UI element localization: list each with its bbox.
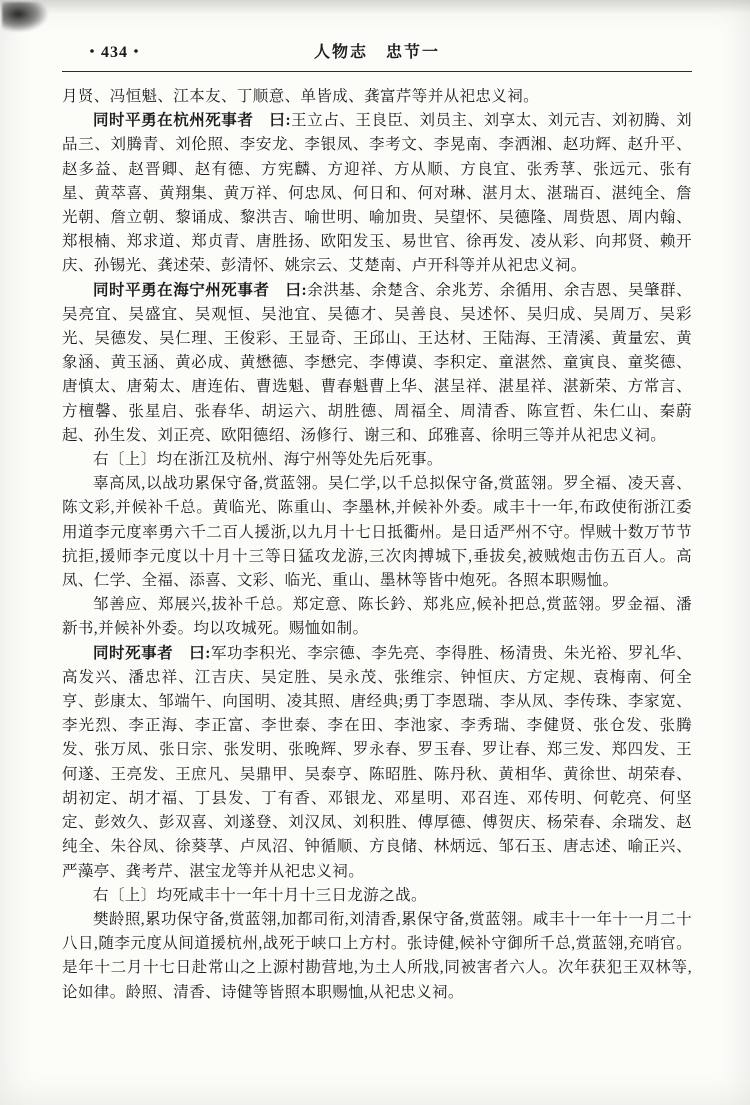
scan-edge-shading — [0, 0, 750, 14]
paragraph-lead: 同时平勇在杭州死事者 曰: — [93, 112, 292, 130]
page-header — [62, 42, 692, 64]
paragraph-text: 余洪基、余楚含、余兆芳、余循用、余吉恩、吴肇群、吴亮宜、吴盛宜、吴观恒、吴池宜、吴德才、吴善良、吴述怀、吴归成、吴周万、吴彩光、吴德发、吴仁理、王俊彩、王显奇、王邱山、王达材、王陆海、王清溪、黄量宏、黄象涵、黄玉涵、黄必成、黄懋德、李懋完、李傅谟、李积定、童湛然、童寅良、童奖德、唐慎太、唐菊太、唐连佑、曹选魁、曹春魁曹上华、湛呈祥、湛星祥、湛新荣、方常言、方檀馨、张星启、张春华、胡运六、胡胜德、周福全、周清香、陈宣哲、朱仁山、秦蔚起、孙生发、刘正亮、欧阳德绍、汤修行、谢三和、邱雅喜、徐明三等并从祀忠义祠。 — [62, 281, 693, 444]
paragraph-lead: 同时死事者 曰: — [93, 644, 211, 662]
page-number: ・434・ — [84, 44, 146, 61]
page-title: 人物志 忠节一 — [313, 44, 440, 61]
paragraph — [62, 85, 692, 109]
paragraph — [62, 448, 692, 472]
paragraph-text: 军功李积光、李宗德、李先亮、李得胜、杨清贵、朱光裕、罗礼华、高发兴、潘忠祥、江吉庆、吴定胜、吴永茂、张维宗、钟恒庆、方定规、袁梅南、何全亨、彭康太、邹端午、向国明、凌其照、唐经典;勇丁李恩瑞、李从凤、李传珠、李家宽、李光烈、李正海、李正富、李世泰、李在田、李池家、李秀瑞、李健贤、张仓发、张腾发、张万凤、张日宗、张发明、张晚辉、罗永春、罗玉春、罗让春、郑三发、郑四发、王何遂、王亮发、王庶凡、吴鼎甲、吴泰亨、陈昭胜、陈丹秋、黄相华、黄徐世、胡荣春、胡初定、胡才福、丁县发、丁有香、邓银龙、邓星明、邓召连、邓传明、何乾亮、何坚定、彭效久、彭双喜、刘遂登、刘汉凤、刘积胜、傅厚德、傅贺庆、杨荣春、余瑞发、赵纯全、朱谷凤、徐葵莩、卢凤沼、钟循顺、方良储、林炳远、邹石玉、唐志述、喻正兴、严藻亭、龚考芹、湛宝龙等并从祀忠义祠。 — [62, 644, 692, 880]
paragraph — [62, 593, 692, 641]
paragraph — [62, 109, 692, 278]
paragraph-text: 右〔上〕均在浙江及杭州、海宁州等处先后死事。 — [93, 451, 443, 469]
paragraph-text: 辜高凤,以战功累保守备,赏蓝翎。吴仁学,以千总拟保守备,赏蓝翎。罗全福、凌天喜、陈文彩,并候补千总。黄临光、陈重山、李墨林,并候补外委。咸丰十一年,布政使衔浙江委用道李元度率勇六千二百人援浙,以九月十七日抵衢州。是日适严州不守。悍贼十数万节节抗拒,援师李元度以十月十三等日猛攻龙游,三次肉搏城下,垂拔矣,被贼炮击伤五百人。高凤、仁学、全福、添喜、文彩、临光、重山、墨林等皆中炮死。各照本职赐恤。 — [62, 475, 692, 590]
paragraph-text: 邹善应、郑展兴,拔补千总。郑定意、陈长鈐、郑兆应,候补把总,赏蓝翎。罗金福、潘新书,并候补外委。均以攻城死。赐恤如制。 — [62, 596, 692, 638]
paragraph-text: 右〔上〕均死咸丰十一年十月十三日龙游之战。 — [93, 886, 427, 904]
paragraph — [62, 908, 692, 1005]
paragraph — [62, 642, 692, 884]
paragraph — [62, 884, 692, 908]
paragraph-text: 月贤、冯恒魁、江本友、丁顺意、单皆成、龚富芹等并从祀忠义祠。 — [62, 88, 540, 105]
text-body — [62, 85, 692, 1005]
paragraph-lead: 同时平勇在海宁州死事者 曰: — [93, 281, 308, 299]
paragraph-text: 樊龄照,累功保守备,赏蓝翎,加都司衔,刘清香,累保守备,赏蓝翎。咸丰十一年十一月二十八日,随李元度从间道援杭州,战死于峡口上方村。张诗健,候补守御所千总,赏蓝翎,充哨官。是年十二月十七日赴常山之上源村勘营地,为土人所戕,同被害者六人。次年获犯王双林等,论如律。龄照、清香、诗健等皆照本职赐恤,从祀忠义祠。 — [62, 910, 692, 1001]
paragraph — [62, 279, 692, 448]
paragraph — [62, 472, 692, 593]
paragraph-text: 王立占、王良臣、刘员主、刘享太、刘元吉、刘初腾、刘品三、刘腾青、刘伦照、李安龙、李银凤、李考文、李晃南、李洒湘、赵功辉、赵升平、赵多益、赵晋卿、赵有德、方宪麟、方迎祥、方从顺、方良宜、张秀莩、张远元、张有星、黄萃喜、黄翔集、黄万祥、何忠凤、何日和、何对琳、湛月太、湛瑞百、湛纯全、詹光朝、詹立朝、黎诵成、黎洪吉、喻世明、喻加贵、吴望怀、吴德隆、周赀恩、周内翰、郑根楠、郑求道、郑贞青、唐胜扬、欧阳发玉、易世官、徐再发、凌从彩、向邦贤、赖开庆、孙锡光、龚述荣、彭清怀、姚宗云、艾楚南、卢开科等并从祀忠义祠。 — [62, 112, 692, 275]
header-rule — [62, 71, 692, 72]
